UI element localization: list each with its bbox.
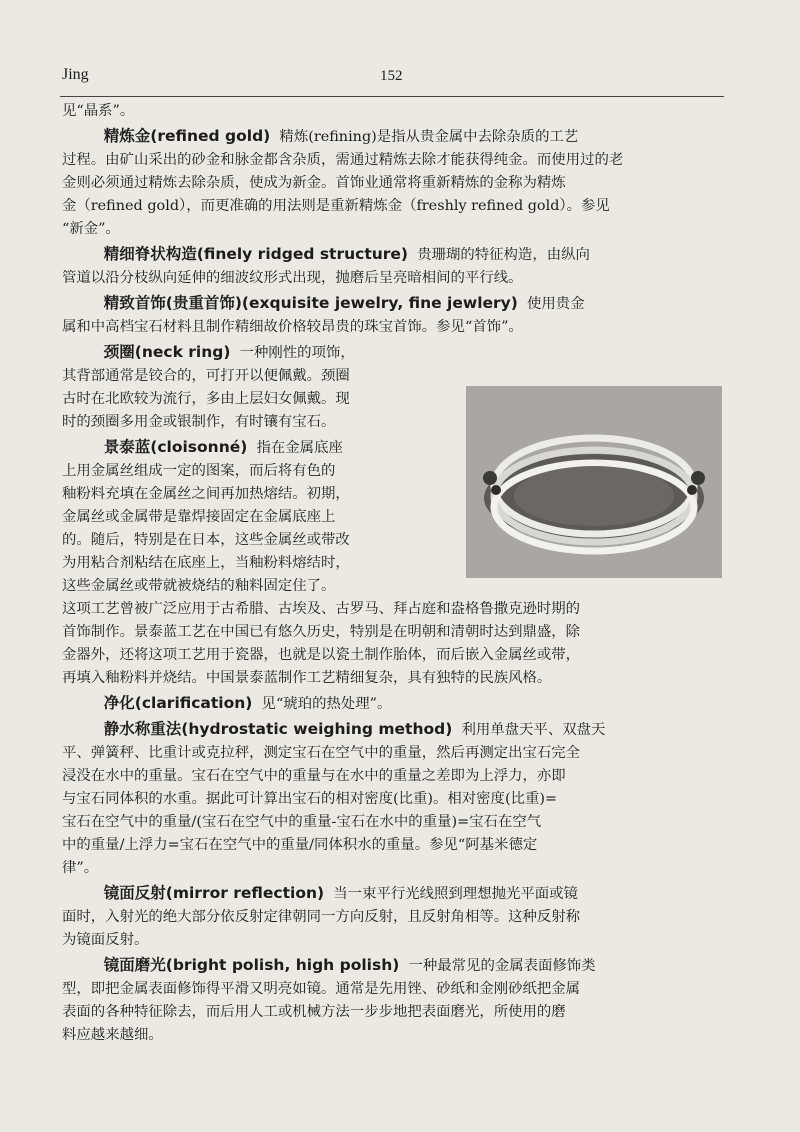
text-line: 的。随后，特别是在日本，这些金属丝或带改 [62,532,350,548]
entry-headword: 精炼金(refined gold) [103,127,271,145]
text-line: 与宝石同体积的水重。据此可计算出宝石的相对密度(比重)。相对密度(比重)= [62,791,558,807]
dictionary-entry-bright-polish [62,954,724,978]
text-line: 时的颈圈多用金或银制作，有时镶有宝石。 [62,414,336,430]
text-line: 金（refined gold），而更准确的用法则是重新精炼金（freshly refined gold）。参见 [62,198,610,214]
text-line: 宝石在空气中的重量/(宝石在空气中的重量-宝石在水中的重量)=宝石在空气 [62,814,542,830]
entry-text: 利用单盘天平、双盘天 [461,722,606,738]
dictionary-entry-clarification [62,692,724,716]
dictionary-entry-refined-gold [62,125,724,149]
wrapped-text-block [62,341,442,598]
text-line: 见“晶系”。 [62,103,135,119]
text-line: 浸没在水中的重量。宝石在空气中的重量与在水中的重量之差即为上浮力，亦即 [62,768,566,784]
dictionary-entry-neck-ring [62,341,442,365]
text-line: 表面的各种特征除去，而后用人工或机械方法一步步地把表面磨光，所使用的磨 [62,1004,566,1020]
text-line: 金属丝或金属带是靠焊接固定在金属底座上 [62,509,336,525]
text-line: 中的重量/上浮力=宝石在空气中的重量/同体积水的重量。参见“阿基米德定 [62,837,538,853]
entry-headword: 精致首饰(贵重首饰)(exquisite jewelry, fine jewlery) [103,294,518,312]
entry-text: 精炼(refining)是指从贵金属中去除杂质的工艺 [279,129,579,145]
text-line: 上用金属丝组成一定的图案，而后将有色的 [62,463,336,479]
running-head-word: Jing [62,66,89,83]
entry-headword: 景泰蓝(cloisonné) [103,438,248,456]
entry-headword: 精细脊状构造(finely ridged structure) [103,245,409,263]
entry-text: 一种最常见的金属表面修饰类 [408,958,596,974]
entry-text: 一种刚性的项饰， [239,345,355,361]
text-line: 管道以沿分枝纵向延伸的细波纹形式出现，抛磨后呈亮暗相间的平行线。 [62,270,523,286]
dictionary-entry-hydrostatic-weighing [62,718,724,742]
text-line: 首饰制作。景泰蓝工艺在中国已有悠久历史，特别是在明朝和清朝时达到鼎盛，除 [62,624,581,640]
text-line: 古时在北欧较为流行，多由上层妇女佩戴。现 [62,391,350,407]
text-line: 釉粉料充填在金属丝之间再加热熔结。初期， [62,486,350,502]
dictionary-entry-exquisite-jewelry [62,292,724,316]
text-line: 再填入釉粉料并烧结。中国景泰蓝制作工艺精细复杂，具有独特的民族风格。 [62,670,552,686]
entry-headword: 镜面磨光(bright polish, high polish) [103,956,400,974]
running-head [62,66,724,88]
text-line: 型，即把金属表面修饰得平滑又明亮如镜。通常是先用锉、砂纸和金刚砂纸把金属 [62,981,581,997]
entry-headword: 静水称重法(hydrostatic weighing method) [103,720,453,738]
text-line: 为镜面反射。 [62,932,149,948]
text-line: 这项工艺曾被广泛应用于古希腊、古埃及、古罗马、拜占庭和盎格鲁撒克逊时期的 [62,601,581,617]
entry-text: 见“琥珀的热处理”。 [261,696,392,712]
entry-text: 当一束平行光线照到理想抛光平面或镜 [333,886,578,902]
text-line: 这些金属丝或带就被烧结的釉料固定住了。 [62,578,336,594]
dictionary-entry-cloisonne [62,436,442,460]
text-line: 属和中高档宝石材料且制作精细故价格较昂贵的珠宝首饰。参见“首饰”。 [62,319,523,335]
entry-headword: 颈圈(neck ring) [103,343,231,361]
header-rule [60,96,724,97]
text-line: 金则必须通过精炼去除杂质，使成为新金。首饰业通常将重新精炼的金称为精炼 [62,175,566,191]
text-line: 过程。由矿山采出的砂金和脉金都含杂质，需通过精炼去除才能获得纯金。而使用过的老 [62,152,624,168]
text-line: 为用粘合剂粘结在底座上，当釉粉料熔结时， [62,555,350,571]
text-line: 其背部通常是铰合的，可打开以便佩戴。颈圈 [62,368,350,384]
text-line: 料应越来越细。 [62,1027,163,1043]
entry-headword: 净化(clarification) [103,694,253,712]
dictionary-entry-mirror-reflection [62,882,724,906]
text-line: 面时，入射光的绝大部分依反射定律朝同一方向反射，且反射角相等。这种反射称 [62,909,581,925]
dictionary-entry-finely-ridged-structure [62,243,724,267]
entry-headword: 镜面反射(mirror reflection) [103,884,325,902]
entry-text: 指在金属底座 [256,440,343,456]
page-body [62,100,724,1047]
text-line: 金器外，还将这项工艺用于瓷器，也就是以瓷土制作胎体，而后嵌入金属丝或带， [62,647,581,663]
entry-text: 使用贵金 [527,296,585,312]
text-line: 平、弹簧秤、比重计或克拉秤，测定宝石在空气中的重量，然后再测定出宝石完全 [62,745,581,761]
text-line: “新金”。 [62,221,120,237]
entry-text: 贵珊瑚的特征构造，由纵向 [417,247,590,263]
text-line: 律”。 [62,860,99,876]
page-number: 152 [380,68,403,84]
